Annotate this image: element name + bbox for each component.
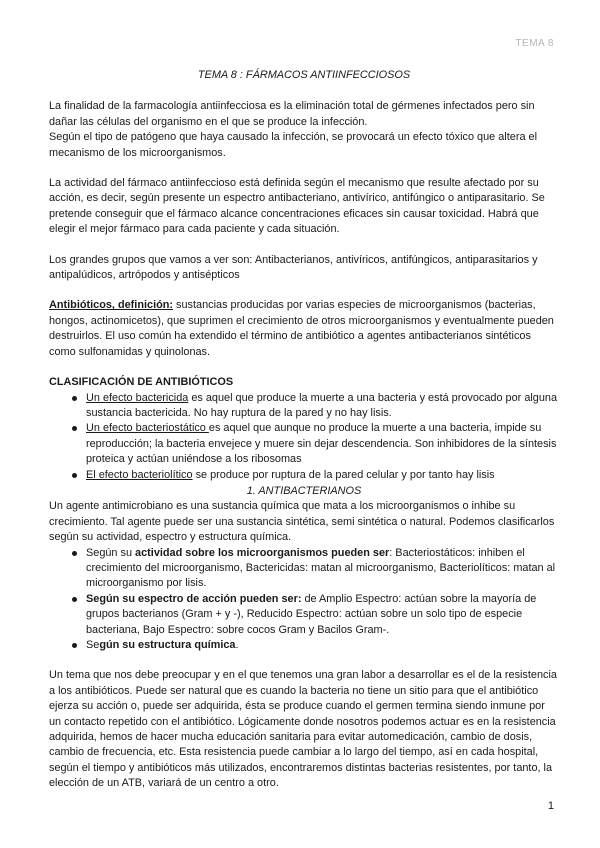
intro-paragraph-1: La finalidad de la farmacología antiinfecciosa es la eliminación total de gérmenes infectados pero sin dañar las células del organismo en el que se produce la infección. — [49, 100, 535, 128]
item-pre: Según su — [86, 546, 136, 559]
item-term: El efecto bacteriolítico — [86, 468, 193, 481]
item-term: Un efecto bacteriostático — [86, 422, 209, 435]
page-number: 1 — [547, 799, 554, 812]
item-text: . — [235, 639, 239, 651]
page-title: TEMA 8 : FÁRMACOS ANTIINFECCIOSOS — [197, 69, 411, 81]
definition-term: Antibióticos, definición: — [49, 299, 174, 312]
classification-heading: CLASIFICACIÓN DE ANTIBIÓTICOS — [49, 376, 234, 389]
list-item — [86, 592, 559, 638]
intro-paragraph-4: Los grandes grupos que vamos a ver son: Antibacterianos, antivíricos, antifúngicos, antiparasitarios y antipalúdicos, artrópodos y antisépticos — [49, 253, 538, 282]
item-bold: Según su espectro de acción pueden ser: — [86, 592, 302, 605]
item-text: es aquel que aunque no produce la muerte a una bacteria, impide su reproducción; la bacteria envejece y muere sin dejar descendencia. Son inhibidores de la síntesis proteica y actúan uniéndose a los ribosomas — [86, 422, 557, 466]
intro-paragraph-3: La actividad del fármaco antiinfeccioso está definida según el mecanismo que resulte afectado por su acción, es decir, según presente un espectro antibacteriano, antivírico, antifúngico o antiparasitario. Se pretende conseguir que el fármaco alcance concentraciones eficaces sin causar toxicidad. Habrá que elegir el mejor fármaco para cada paciente y cada situación. — [49, 177, 545, 236]
resistance-paragraph: Un tema que nos debe preocupar y en el que tenemos una gran labor a desarrollar es el de la resistencia a los antibióticos. Puede ser natural que es cuando la bacteria no tiene un sitio para que el antibiótico ejerza su acción o, puede ser adquirida, ésta se produce cuando el germen termina siendo inmune por un contacto repetido con el antibiótico. Lógicamente donde nosotros podemos actuar es en la resistencia adquirida, hemos de hacer mucha educación sanitaria para evitar automedicación, cambio de dosis, cambio de frecuencia, etc. Esta resistencia puede cambiar a lo largo del tiempo, así en cada hospital, según el tiempo y antibióticos más utilizados, encontraremos distintas bacterias resistentes, por tanto, la elección de un ATB, variará de un centro a otro. — [49, 669, 557, 790]
item-pre: Se — [86, 639, 100, 651]
list-item — [86, 546, 559, 592]
item-text: : Bacteriostáticos: inhiben el crecimiento del microorganismo, Bactericidas: matan al microorganismo, Bacteriolíticos: matan al microorganismo por lisis. — [86, 546, 556, 590]
item-text: es aquel que produce la muerte a una bacteria y está provocado por alguna sustancia bactericida. No hay ruptura de la pared y no hay lisis. — [86, 391, 558, 419]
header-tag: TEMA 8 — [515, 38, 554, 49]
item-bold: gún su estructura química — [99, 639, 236, 651]
list-item — [86, 638, 559, 653]
definition-text: sustancias producidas por varias especies de microorganismos (bacterias, hongos, actinomicetos), que suprimen el crecimiento de otros microorganismos y eventualmente pueden destruirlos. El uso común ha extendido el término de antibiótico a agentes antibacterianos sintéticos como sulfonamidas y quinolonas. — [49, 299, 554, 358]
list-item — [86, 421, 559, 467]
antibacterianos-heading: 1. ANTIBACTERIANOS — [246, 484, 362, 497]
definition-paragraph — [49, 298, 559, 360]
item-text: se produce por ruptura de la pared celular y por tanto hay lisis — [192, 468, 495, 481]
list-item — [86, 391, 559, 422]
antibacterianos-list — [49, 546, 559, 654]
item-bold: actividad sobre los microorganismos pueden ser — [135, 546, 390, 559]
document-body — [49, 68, 559, 792]
item-text: de Amplio Espectro: actúan sobre la mayoría de grupos bacterianos (Gram + y -), Reducido Espectro: actúan sobre un solo tipo de especie bacteriana, Bajo Espectro: sobre cocos Gram y Bacilos Gram-. — [86, 592, 537, 636]
item-term: Un efecto bactericida — [86, 391, 189, 404]
intro-paragraph-2: Según el tipo de patógeno que haya causado la infección, se provocará un efecto tóxico que altera el mecanismo de los microorganismos. — [49, 131, 537, 159]
antibacterianos-intro: Un agente antimicrobiano es una sustancia química que mata a los microorganismos o inhibe su crecimiento. Tal agente puede ser una sustancia sintética, semi sintética o natural. Podemos clasificarlos según su actividad, espectro y estructura química. — [49, 500, 555, 544]
list-item — [86, 468, 559, 483]
classification-list — [49, 391, 559, 483]
